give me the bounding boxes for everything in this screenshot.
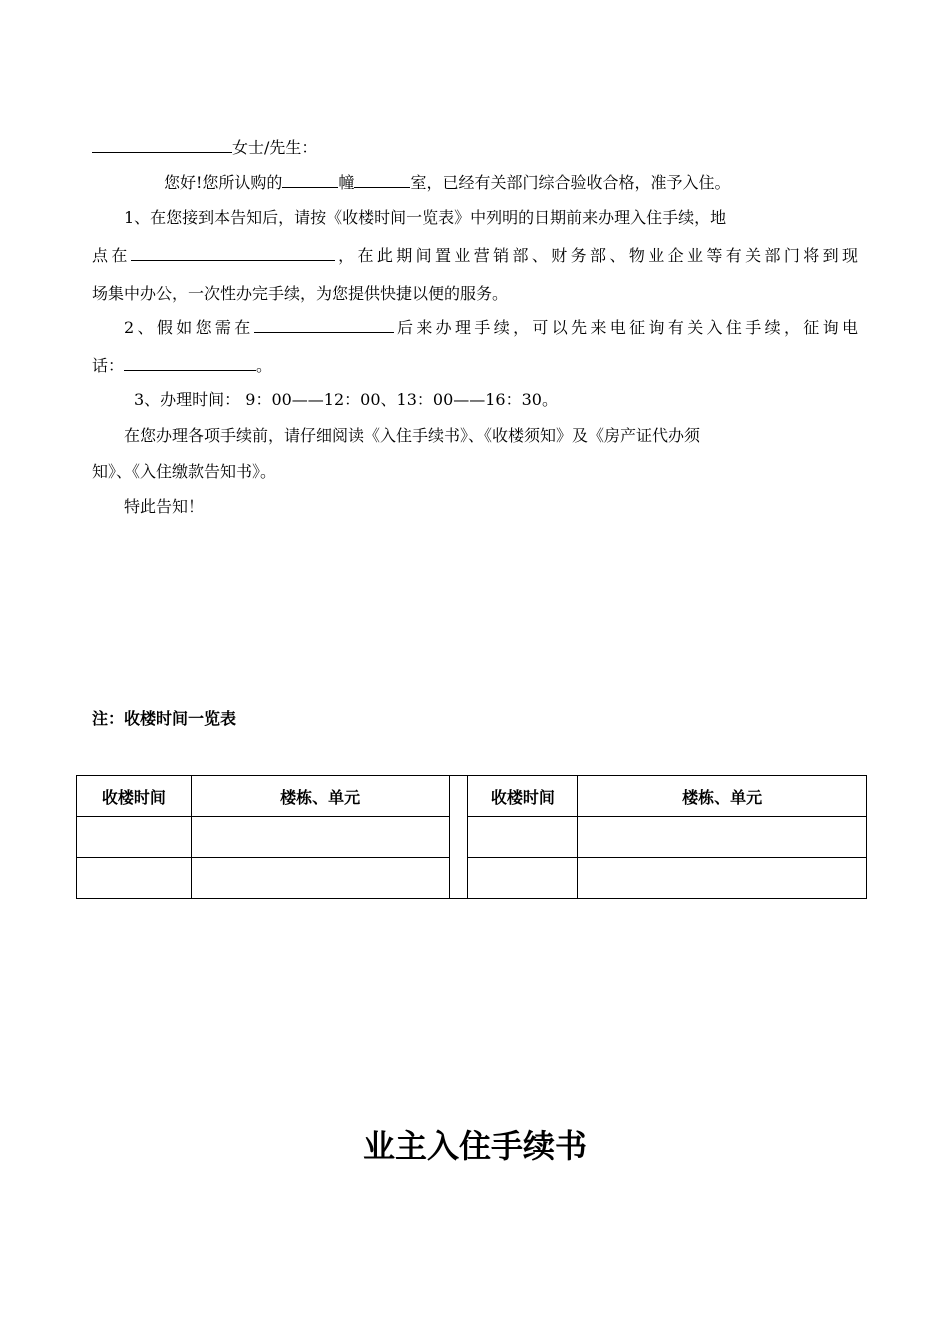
table-cell — [468, 858, 578, 899]
item1-text-2: ，在此期间置业营销部、财务部、物业企业等有关部门将到现 — [334, 246, 858, 265]
closing-text: 特此告知！ — [124, 497, 205, 516]
header-receive-time-left: 收楼时间 — [77, 776, 192, 817]
schedule-note-title: 注：收楼时间一览表 — [92, 709, 237, 728]
item1-location-label: 点在 — [92, 246, 131, 265]
phone-blank — [124, 356, 256, 371]
table-cell — [191, 817, 449, 858]
item2-text-after: 后来办理手续，可以先来电征询有关入住手续，征询电 — [393, 318, 858, 337]
table-cell — [578, 817, 867, 858]
item1-text-3: 场集中办公，一次性办完手续，为您提供快捷以便的服务。 — [92, 284, 509, 303]
phone-label: 话： — [92, 356, 125, 375]
header-receive-time-right: 收楼时间 — [468, 776, 578, 817]
table-row — [77, 858, 867, 899]
location-blank — [131, 246, 335, 261]
table-row — [77, 817, 867, 858]
header-building-unit-left: 楼栋、单元 — [191, 776, 449, 817]
salutation-line — [92, 137, 858, 159]
header-building-unit-right: 楼栋、单元 — [578, 776, 867, 817]
owner-checkin-title: 业主入住手续书 — [362, 1127, 587, 1165]
table-cell — [468, 817, 578, 858]
reading-line2 — [92, 461, 858, 483]
phone-end: 。 — [256, 356, 273, 375]
intro-line — [164, 172, 858, 194]
item2-line2 — [92, 355, 858, 377]
table-cell — [578, 858, 867, 899]
item1-line3 — [92, 283, 858, 305]
intro-mid: 幢 — [338, 173, 355, 192]
date-blank — [254, 318, 394, 333]
item1-line2 — [92, 245, 858, 267]
item3-line — [134, 389, 858, 411]
item2-text-before: 2、假如您需在 — [124, 318, 254, 337]
table-cell — [77, 858, 192, 899]
salutation-text: 女士/先生： — [232, 138, 318, 157]
building-blank — [282, 173, 338, 188]
schedule-table — [76, 775, 867, 899]
office-hours: 3、办理时间： 9：00——12：00、13：00——16：30。 — [134, 390, 558, 409]
reading-line1 — [124, 425, 858, 447]
intro-before: 您好!您所认购的 — [164, 173, 283, 192]
reading-text-2: 知》、《入住缴款告知书》。 — [92, 462, 277, 481]
item2-line1 — [124, 317, 858, 339]
table-cell — [77, 817, 192, 858]
table-cell — [191, 858, 449, 899]
table-divider-column — [449, 776, 468, 899]
closing-line — [124, 496, 858, 518]
item1-line1 — [124, 207, 858, 229]
room-blank — [354, 173, 410, 188]
table-header-row — [77, 776, 867, 817]
item1-text-1: 1、在您接到本告知后，请按《收楼时间一览表》中列明的日期前来办理入住手续，地 — [124, 208, 727, 227]
owner-name-blank — [92, 138, 232, 153]
reading-text-1: 在您办理各项手续前，请仔细阅读《入住手续书》、《收楼须知》及《房产证代办须 — [124, 426, 701, 445]
intro-after: 室，已经有关部门综合验收合格，准予入住。 — [410, 173, 731, 192]
